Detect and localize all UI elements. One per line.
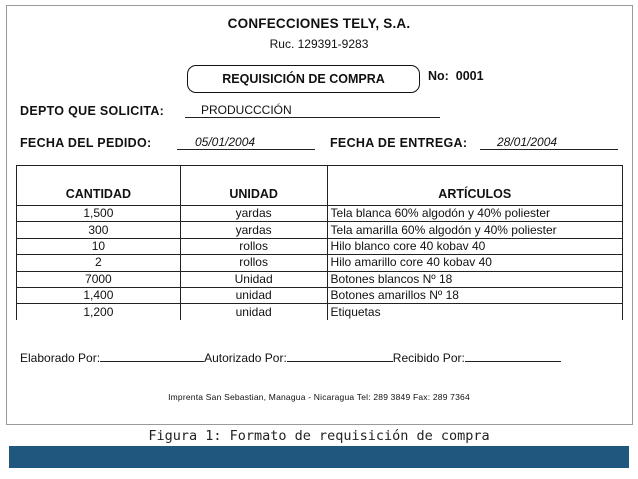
footer-bar: [9, 446, 629, 468]
depto-value: PRODUCCCIÓN: [201, 103, 292, 117]
cell-cantidad: 1,500: [17, 206, 181, 222]
table-row: [17, 304, 623, 320]
table-header-row: [17, 166, 623, 206]
depto-label: DEPTO QUE SOLICITA:: [20, 104, 165, 118]
form-number: [428, 69, 484, 83]
recibido-label: Recibido Por:: [392, 351, 465, 365]
items-table: [16, 165, 623, 320]
form-number-value: 0001: [455, 69, 484, 83]
cell-articulo: Botones amarillos Nº 18: [327, 287, 622, 303]
table-row: [17, 255, 623, 271]
cell-articulo: Botones blancos Nº 18: [327, 271, 622, 287]
printer-footer: Imprenta San Sebastian, Managua - Nicaragua Tel: 289 3849 Fax: 289 7364: [168, 392, 470, 402]
cell-unidad: unidad: [180, 304, 327, 320]
cell-cantidad: 1,200: [17, 304, 181, 320]
signature-section: [20, 351, 620, 365]
company-ruc: Ruc. 129391-9283: [269, 37, 369, 51]
fecha-entrega-label: FECHA DE ENTREGA:: [330, 136, 468, 150]
figure-caption: Figura 1: Formato de requisición de compra: [148, 428, 490, 444]
cell-unidad: unidad: [180, 287, 327, 303]
form-title: REQUISICIÓN DE COMPRA: [187, 65, 420, 93]
cell-cantidad: 1,400: [17, 287, 181, 303]
cell-cantidad: 7000: [17, 271, 181, 287]
autorizado-line: [287, 351, 393, 362]
table-row: [17, 238, 623, 254]
cell-unidad: Unidad: [180, 271, 327, 287]
cell-unidad: rollos: [180, 238, 327, 254]
cell-unidad: rollos: [180, 255, 327, 271]
cell-articulo: Hilo amarillo core 40 kobav 40: [327, 255, 622, 271]
cell-unidad: yardas: [180, 206, 327, 222]
cell-articulo: Etiquetas: [327, 304, 622, 320]
table-row: [17, 271, 623, 287]
company-name: CONFECCIONES TELY, S.A.: [227, 16, 411, 31]
autorizado-label: Autorizado Por:: [204, 351, 287, 365]
table-row: [17, 206, 623, 222]
fecha-entrega-value: 28/01/2004: [497, 135, 558, 149]
elaborado-line: [100, 351, 204, 362]
cell-articulo: Tela amarilla 60% algodón y 40% poliester: [327, 222, 622, 238]
form-number-label: No:: [428, 69, 449, 83]
elaborado-label: Elaborado Por:: [20, 351, 101, 365]
cell-unidad: yardas: [180, 222, 327, 238]
cell-articulo: Hilo blanco core 40 kobav 40: [327, 238, 622, 254]
header-articulos: ARTÍCULOS: [327, 166, 622, 206]
cell-articulo: Tela blanca 60% algodón y 40% poliester: [327, 206, 622, 222]
recibido-line: [465, 351, 561, 362]
cell-cantidad: 10: [17, 238, 181, 254]
table-row: [17, 287, 623, 303]
fecha-pedido-label: FECHA DEL PEDIDO:: [20, 136, 152, 150]
header-cantidad: CANTIDAD: [17, 166, 181, 206]
header-unidad: UNIDAD: [180, 166, 327, 206]
cell-cantidad: 2: [17, 255, 181, 271]
table-row: [17, 222, 623, 238]
cell-cantidad: 300: [17, 222, 181, 238]
fecha-pedido-value: 05/01/2004: [195, 135, 256, 149]
